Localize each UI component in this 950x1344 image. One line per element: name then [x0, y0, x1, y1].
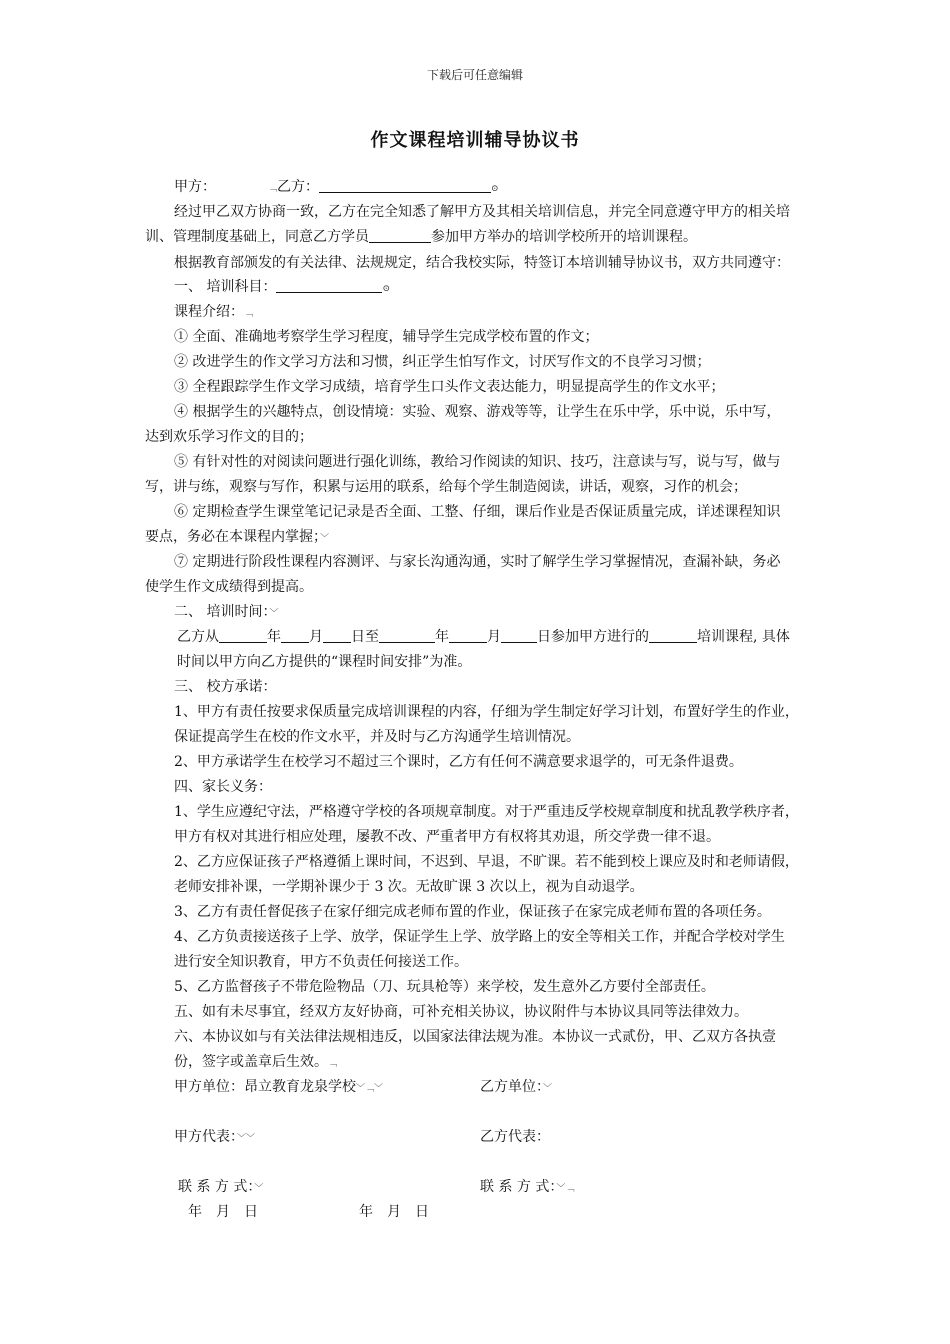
signature-rep-row [174, 1128, 814, 1148]
mark-icon: ﹀﹁ [556, 1184, 575, 1194]
party-a-rep: 甲方代表： [174, 1129, 237, 1145]
school-promise-item: 2、甲方承诺学生在校学习不超过三个课时，乙方有任何不满意要求退学的，可无条件退费。 [174, 754, 743, 770]
subject-blank [276, 278, 382, 293]
parent-duty-item: 2、乙方应保证孩子严格遵循上课时间，不迟到、早退，不旷课。若不能到校上课应及时和老师请假， [174, 854, 799, 870]
party-a-label: 甲方： [174, 179, 216, 195]
course-intro-label: 课程介绍：﹁ [174, 304, 254, 320]
course-item-cont: 达到欢乐学习作文的目的； [145, 429, 313, 445]
mark-icon: ⊙ [382, 284, 390, 294]
parent-duty-item: 老师安排补课，一学期补课少于 3 次。无故旷课 3 次以上，视为自动退学。 [174, 879, 644, 895]
course-item: ② 改进学生的作文学习方法和习惯，纠正学生怕写作文，讨厌写作文的不良学习习惯； [174, 354, 711, 370]
party-a-contact: 联 系 方 式： [178, 1179, 255, 1195]
school-promise-item: 1、甲方有责任按要求保质量完成培训课程的内容，仔细为学生制定好学习计划，布置好学生的作业， [174, 704, 799, 720]
party-b-blank [319, 178, 491, 193]
mark-icon: ﹁ [268, 184, 278, 194]
signature-contact-row [178, 1178, 814, 1198]
course-item: ① 全面、准确地考察学生学习程度，辅导学生完成学校布置的作文； [174, 329, 599, 345]
section2-heading: 二、 培训时间：﹀ [174, 604, 279, 620]
section5-text: 五、如有未尽事宜，经双方友好协商，可补充相关协议，协议附件与本协议具同等法律效力。 [174, 1004, 748, 1020]
party-b-unit: 乙方单位： [480, 1079, 543, 1095]
section6-text: 份，签字或盖章后生效。﹁ [174, 1054, 338, 1070]
signature-date-row [188, 1203, 488, 1221]
course-item: ⑥ 定期检查学生课堂笔记记录是否全面、工整、仔细，课后作业是否保证质量完成，详述课程知识 [174, 504, 781, 520]
mark-icon: ﹀ [269, 609, 279, 619]
date-b: 年 月 日 [359, 1204, 429, 1220]
section3-heading: 三、 校方承诺： [174, 679, 277, 695]
mark-icon: ﹀ [543, 1084, 553, 1094]
mark-icon: ﹀ [320, 534, 330, 544]
school-promise-item: 保证提高学生在校的作文水平，并及时与乙方沟通学生培训情况。 [174, 729, 580, 745]
student-blank [369, 228, 431, 243]
training-time-line: 时间以甲方向乙方提供的“课程时间安排”为准。 [177, 654, 472, 670]
course-item: ③ 全程跟踪学生作文学习成绩，培育学生口头作文表达能力，明显提高学生的作文水平； [174, 379, 725, 395]
header-note: 下载后可任意编辑 [426, 68, 523, 82]
party-b-contact: 联 系 方 式： [480, 1179, 557, 1195]
section6-text: 六、本协议如与有关法律法规相违反，以国家法律法规为准。本协议一式贰份，甲、乙双方各执壹 [174, 1029, 776, 1045]
training-time-line: 乙方从 年 月 日至 年 月 日参加甲方进行的 培训课程, 具体 [177, 629, 790, 645]
mark-icon: ﹀﹁﹀ [356, 1084, 384, 1094]
parent-duty-item: 甲方有权对其进行相应处理，屡教不改、严重者甲方有权将其劝退，所交学费一律不退。 [174, 829, 720, 845]
course-item-cont: 要点，务必在本课程内掌握；﹀ [145, 529, 330, 545]
mark-icon: ﹀﹀ [237, 1134, 256, 1144]
intro-line: 训、管理制度基础上，同意乙方学员 参加甲方举办的培训学校所开的培训课程。 [145, 229, 697, 245]
course-item: ⑤ 有针对性的对阅读问题进行强化训练，教给习作阅读的知识、技巧，注意读与写，说与写，做与 [174, 454, 781, 470]
mark-icon: ﹁ [328, 1059, 338, 1069]
mark-icon: ﹁ [244, 309, 254, 319]
section1-heading: 一、 培训科目： ⊙ [174, 279, 390, 295]
party-b-rep: 乙方代表： [480, 1129, 550, 1145]
parent-duty-item: 3、乙方有责任督促孩子在家仔细完成老师布置的作业，保证孩子在家完成老师布置的各项任务。 [174, 904, 771, 920]
course-item-cont: 写，讲与练，观察与写作，积累与运用的联系，给每个学生制造阅读，讲话，观察，习作的机会； [145, 479, 747, 495]
parent-duty-item: 5、乙方监督孩子不带危险物品（刀、玩具枪等）来学校，发生意外乙方要付全部责任。 [174, 979, 715, 995]
party-b-label: 乙方： [277, 179, 320, 195]
date-a: 年 月 日 [188, 1204, 258, 1220]
parties-line [174, 178, 814, 198]
parent-duty-item: 1、学生应遵纪守法，严格遵守学校的各项规章制度。对于严重违反学校规章制度和扰乱教学秩序者， [174, 804, 799, 820]
document-title: 作文课程培训辅导协议书 [370, 130, 580, 151]
parent-duty-item: 进行安全知识教育，甲方不负责任何接送工作。 [174, 954, 468, 970]
section4-heading: 四、家长义务： [174, 779, 272, 795]
course-item: ④ 根据学生的兴趣特点，创设情境：实验、观察、游戏等等，让学生在乐中学，乐中说，乐中写， [174, 404, 781, 420]
parent-duty-item: 4、乙方负责接送孩子上学、放学，保证学生上学、放学路上的安全等相关工作，并配合学校对学生 [174, 929, 785, 945]
course-item-cont: 使学生作文成绩得到提高。 [145, 579, 313, 595]
intro-line: 经过甲乙双方协商一致，乙方在完全知悉了解甲方及其相关培训信息，并完全同意遵守甲方的相关培 [174, 204, 790, 220]
party-a-unit: 甲方单位：昂立教育龙泉学校 [174, 1079, 356, 1095]
party-b-contact-group [480, 1178, 574, 1198]
course-item: ⑦ 定期进行阶段性课程内容测评、与家长沟通沟通，实时了解学生学习掌握情况，查漏补缺，务必 [174, 554, 781, 570]
mark-icon: ⊙ [491, 184, 499, 194]
party-b-unit-group [480, 1078, 552, 1098]
intro-line: 根据教育部颁发的有关法律、法规规定，结合我校实际，特签订本培训辅导协议书，双方共同遵守： [174, 255, 790, 271]
signature-unit-row [174, 1078, 814, 1098]
mark-icon: ﹀ [254, 1184, 264, 1194]
